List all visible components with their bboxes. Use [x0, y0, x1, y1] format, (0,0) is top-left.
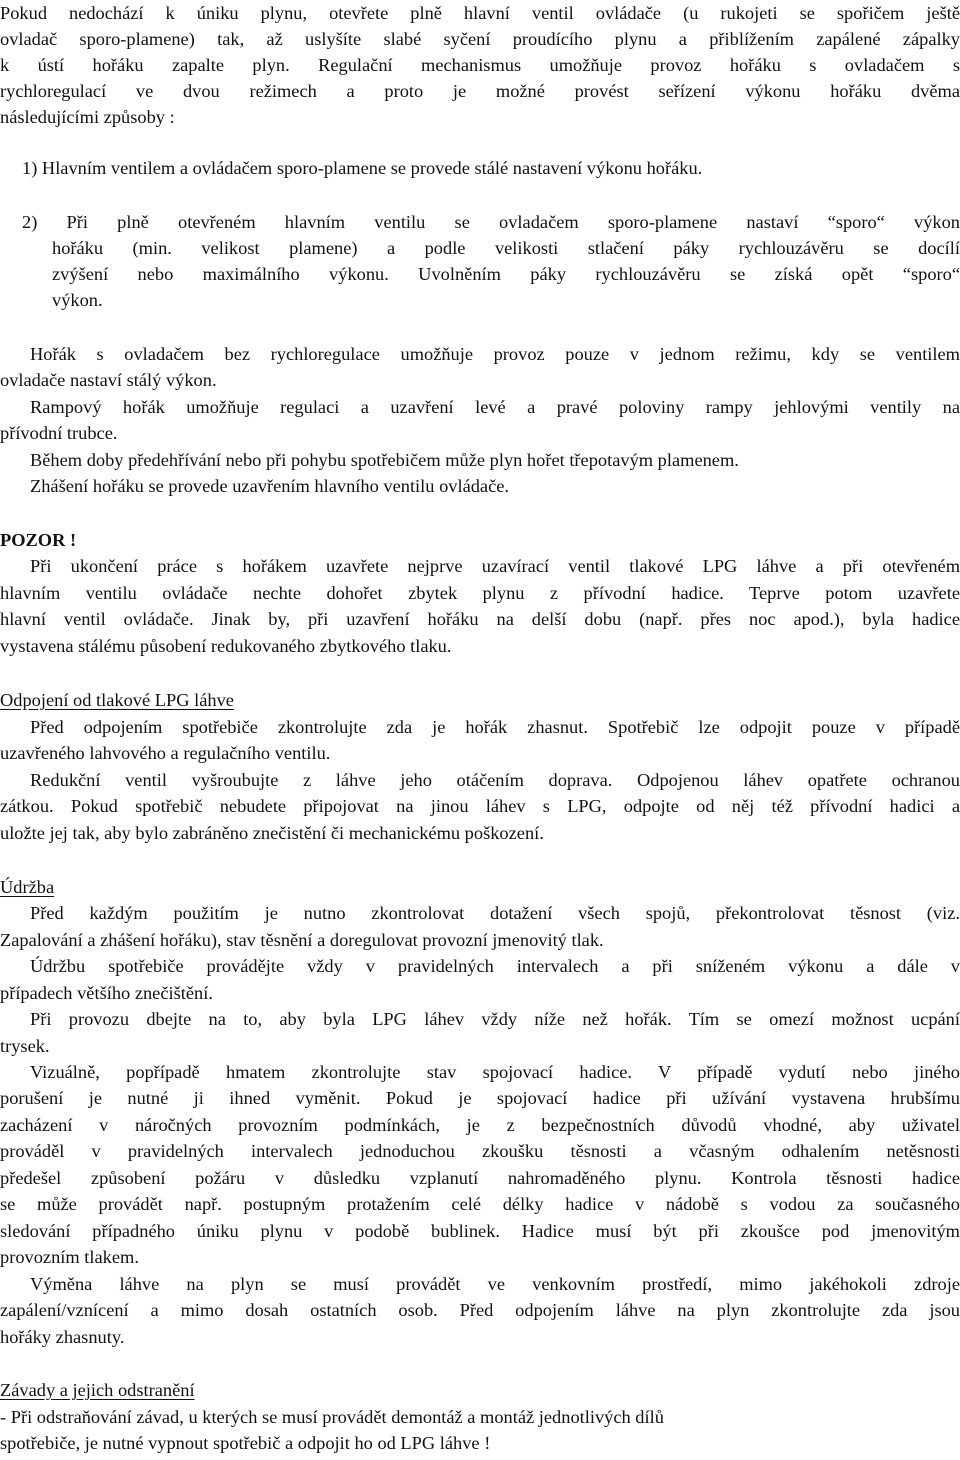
- text-line: hořáky zhasnuty.: [0, 1327, 125, 1347]
- text-line: Zhášení hořáku se provede uzavřením hlavního ventilu ovládače.: [30, 476, 510, 496]
- text-line: spotřebiče, je nutné vypnout spotřebič a odpojit ho od LPG láhve !: [0, 1433, 491, 1453]
- text-line: rychloregulací ve dvou režimech a proto je možné provést seřízení výkonu hořáku dvěma: [0, 81, 960, 101]
- text-line: Před každým použitím je nutno zkontrolovat dotažení všech spojů, překontrolovat těsnost (viz.: [30, 903, 960, 923]
- text-line: prováděl v pravidelných intervalech jednoduchou zkoušku těsnosti a včasným odhalením netěsnosti: [0, 1141, 960, 1161]
- text-line: ovladač sporo-plamene) tak, až uslyšíte slabé syčení proudícího plynu a přiblížením zapálené zápalky: [0, 29, 960, 49]
- text-line: Při ukončení práce s hořákem uzavřete nejprve uzavírací ventil tlakové LPG láhve a při otevřeném: [30, 556, 960, 576]
- text-line: Rampový hořák umožňuje regulaci a uzavření levé a pravé poloviny rampy jehlovými ventily na: [30, 397, 960, 417]
- text-line: přívodní trubce.: [0, 423, 118, 443]
- text-line: následujícími způsoby :: [0, 107, 175, 127]
- text-line: Údržbu spotřebiče provádějte vždy v pravidelných intervalech a při sníženém výkonu a dále v: [30, 956, 960, 976]
- text-line: uložte jej tak, aby bylo zabráněno znečistění či mechanickému poškození.: [0, 823, 544, 843]
- maintenance-heading: [0, 874, 960, 900]
- text-line: Před odpojením spotřebiče zkontrolujte zda je hořák zhasnut. Spotřebič lze odpojit pouze v případě: [30, 717, 960, 737]
- text-line: k ústí hořáku zapalte plyn. Regulační mechanismus umožňuje provoz hořáku s ovladačem s: [0, 55, 960, 75]
- text-line: zátkou. Pokud spotřebič nebudete připojovat na jinou láhev s LPG, odpojte od něj též přívodní hadici a: [0, 796, 960, 816]
- text-line: Při provozu dbejte na to, aby byla LPG láhev vždy níže než hořák. Tím se omezí možnost ucpání: [30, 1009, 960, 1029]
- faults-heading-text: Závady a jejich odstranění: [0, 1380, 195, 1400]
- faults-heading: [0, 1377, 960, 1403]
- text-line: Redukční ventil vyšroubujte z láhve jeho otáčením doprava. Odpojenou láhev opatřete ochranou: [30, 770, 960, 790]
- text-line: hlavním ventilu ovládače nechte dohořet zbytek plynu z přívodní hadice. Teprve potom uzavřete: [0, 583, 960, 603]
- text-line: zacházení v náročných provozním podmínkách, je z bezpečnostních důvodů vhodné, aby uživatel: [0, 1115, 960, 1135]
- disconnect-heading-text: Odpojení od tlakové LPG láhve: [0, 690, 234, 710]
- text-line: porušení je nutné ji ihned vyměnit. Pokud je spojovací hadice při užívání vystavena hrubšímu: [0, 1088, 960, 1108]
- list-item-1: 1) Hlavním ventilem a ovládačem sporo-plamene se provede stálé nastavení výkonu hořáku.: [22, 158, 703, 178]
- text-line: sledování případného úniku plynu v podobě bublinek. Hadice musí být při zkoušce pod jmenovitým: [0, 1221, 960, 1241]
- list-item-2-line: 2) Při plně otevřeném hlavním ventilu se ovladačem sporo-plamene nastaví “sporo“ výkon: [22, 212, 960, 232]
- maintenance-heading-text: Údržba: [0, 877, 55, 897]
- text-line: zapálení/vznícení a mimo dosah ostatních osob. Před odpojením láhve na plyn zkontrolujte zda jsou: [0, 1300, 960, 1320]
- text-line: případech většího znečištění.: [0, 983, 213, 1003]
- disconnect-heading: [0, 687, 960, 713]
- list-item-2-line: hořáku (min. velikost plamene) a podle velikosti stlačení páky rychlouzávěru se docílí: [52, 238, 960, 258]
- text-line: ovladače nastaví stálý výkon.: [0, 370, 217, 390]
- text-line: Během doby předehřívání nebo při pohybu spotřebičem může plyn hořet třepotavým plamenem.: [30, 450, 739, 470]
- text-line: se může provádět např. postupným protažením celé délky hadice v nádobě s vodou za současného: [0, 1194, 960, 1214]
- text-line: Vizuálně, popřípadě hmatem zkontrolujte stav spojovací hadice. V případě vydutí nebo jiného: [30, 1062, 960, 1082]
- text-line: provozním tlakem.: [0, 1247, 139, 1267]
- text-line: předešel způsobení požáru v důsledku vzplanutí nahromaděného plynu. Kontrola těsnosti hadice: [0, 1168, 960, 1188]
- text-line: - Při odstraňování závad, u kterých se musí provádět demontáž a montáž jednotlivých dílů: [0, 1407, 664, 1427]
- text-line: hlavní ventil ovládače. Jinak by, při uzavření hořáku na delší dobu (např. přes noc apod.), byla hadice: [0, 609, 960, 629]
- text-line: Výměna láhve na plyn se musí provádět ve venkovním prostředí, mimo jakéhokoli zdroje: [30, 1274, 960, 1294]
- text-line: Pokud nedochází k úniku plynu, otevřete plně hlavní ventil ovládače (u rukojeti se spořičem ještě: [0, 3, 960, 23]
- list-item-2-line: výkon.: [52, 290, 103, 310]
- warning-heading: POZOR !: [0, 530, 77, 550]
- text-line: trysek.: [0, 1036, 50, 1056]
- list-item-2-line: zvýšení nebo maximálního výkonu. Uvolněním páky rychlouzávěru se získá opět “sporo“: [52, 264, 960, 284]
- text-line: Zapalování a zhášení hořáku), stav těsnění a doregulovat provozní jmenovitý tlak.: [0, 930, 604, 950]
- text-line: uzavřeného lahvového a regulačního ventilu.: [0, 743, 331, 763]
- text-line: vystavena stálému působení redukovaného zbytkového tlaku.: [0, 636, 452, 656]
- text-line: Hořák s ovladačem bez rychloregulace umožňuje provoz pouze v jednom režimu, kdy se ventilem: [30, 344, 960, 364]
